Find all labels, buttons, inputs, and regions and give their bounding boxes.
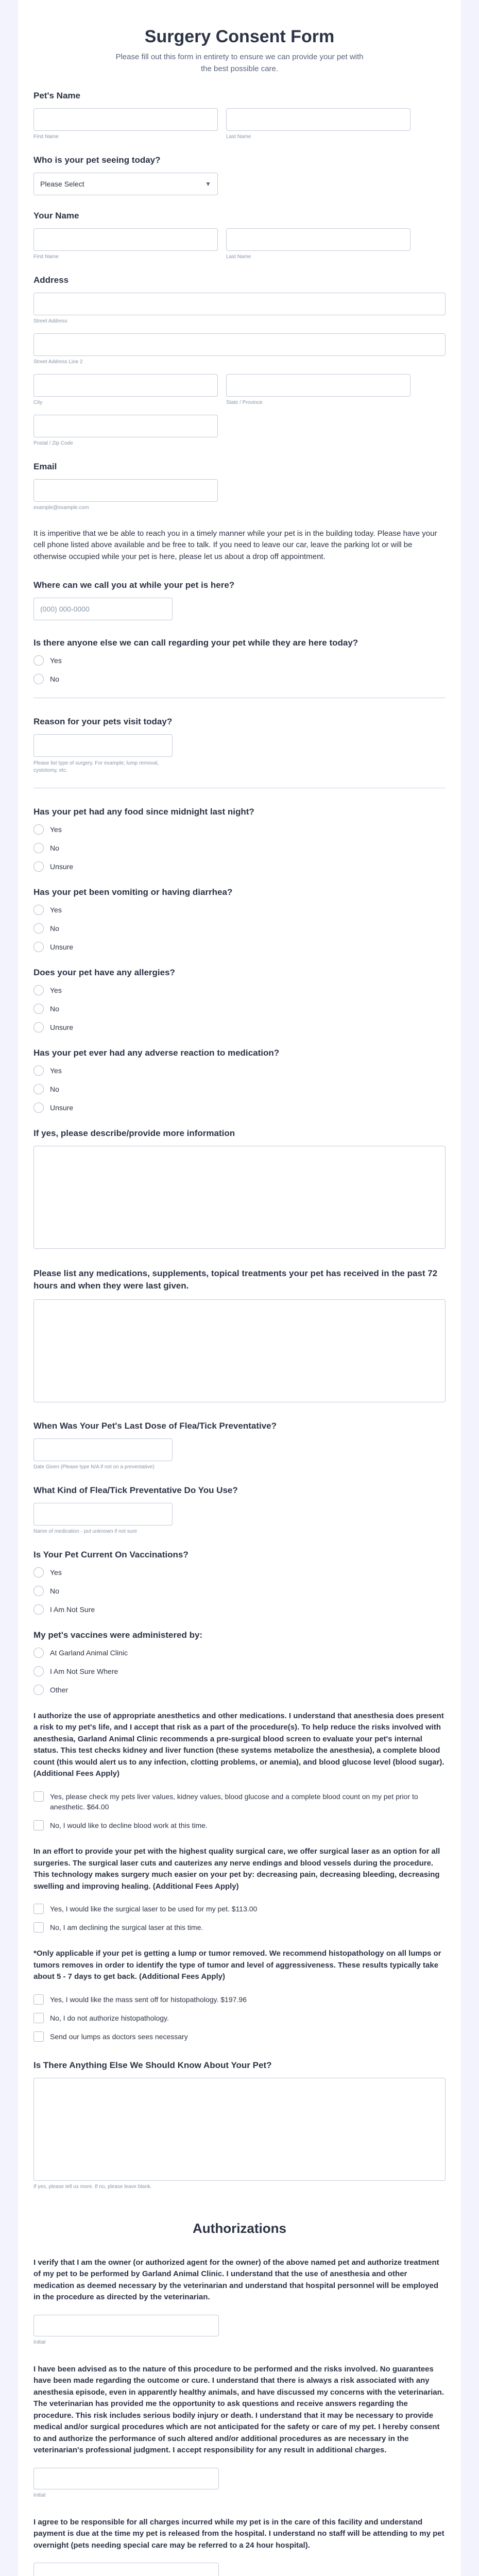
owner-first-name-input[interactable] (33, 228, 218, 251)
alt-contact-label: Is there anyone else we can call regarding your pet while they are here today? (33, 638, 358, 648)
histo-option-yes[interactable] (33, 1994, 446, 2005)
anesthetics-option-yes[interactable] (33, 1791, 446, 1812)
option-label: No, I am declining the surgical laser at this time. (50, 1923, 203, 1932)
email-field (33, 462, 446, 511)
reason-input[interactable] (33, 734, 173, 757)
radio-icon (33, 1648, 44, 1658)
checkbox-icon (33, 2013, 44, 2023)
radio-icon (33, 824, 44, 835)
pet-first-name-sublabel: First Name (33, 133, 59, 140)
radio-icon (33, 1084, 44, 1094)
vomit-option-unsure[interactable] (33, 942, 446, 952)
option-label: Unsure (50, 1104, 74, 1112)
option-label: Yes (50, 656, 62, 665)
else-field (33, 2060, 446, 2190)
vaccine-by-option-clinic[interactable] (33, 1648, 446, 1658)
checkbox-icon (33, 1904, 44, 1914)
alt-contact-field (33, 638, 446, 684)
histo-text: *Only applicable if your pet is getting a lump or tumor removed. We recommend histopathology on all lumps or tumors removes in order to identify the type of tumor and level of aggressiveness. These results typically take about 5 - 7 days to get back. (Additional Fees Apply) (33, 1949, 441, 1981)
else-textarea[interactable] (33, 2078, 446, 2181)
describe-label: If yes, please describe/provide more information (33, 1128, 235, 1138)
city-input[interactable] (33, 374, 218, 397)
vaccine-by-option-other[interactable] (33, 1685, 446, 1695)
street-address-2-sublabel: Street Address Line 2 (33, 359, 83, 365)
contact-note: It is imperitive that we be able to reach you in a timely manner while your pet is in the building today. Please have your cell phone listed above available and be free to talk. If you need to leave our car, leave the parking lot or will be otherwise occupied while your pet is here, please let us about a drop off appointment. (33, 529, 437, 561)
email-sublabel: example@example.com (33, 504, 89, 511)
option-label: Unsure (50, 1023, 74, 1031)
medications-textarea[interactable] (33, 1299, 446, 1402)
form-title: Surgery Consent Form (144, 27, 335, 46)
reaction-field (33, 1048, 446, 1113)
option-label: No (50, 1586, 59, 1595)
form-content (18, 91, 461, 2576)
authorizations-title: Authorizations (193, 2220, 286, 2236)
flea-kind-sublabel: Name of medication - put unknown if not sure (33, 1528, 138, 1534)
radio-icon (33, 1103, 44, 1113)
vaccines-option-yes[interactable] (33, 1567, 446, 1578)
owner-name-field (33, 211, 446, 260)
phone-field (33, 580, 446, 620)
vomit-option-yes[interactable] (33, 905, 446, 915)
option-label: Yes (50, 906, 62, 914)
form-subtitle: Please fill out this form in entirety to ensure we can provide your pet with the best possible care. (115, 53, 364, 74)
reaction-option-yes[interactable] (33, 1065, 446, 1076)
email-input[interactable] (33, 479, 218, 502)
reaction-label: Has your pet ever had any adverse reaction to medication? (33, 1048, 280, 1058)
checkbox-icon (33, 1791, 44, 1802)
option-label: No (50, 924, 59, 933)
flea-kind-input[interactable] (33, 1503, 173, 1526)
else-label: Is There Anything Else We Should Know About Your Pet? (33, 2060, 272, 2070)
owner-first-name-sublabel: First Name (33, 253, 59, 260)
reason-sublabel: Please list type of surgery. For example; lump removal, cystotomy, etc. (33, 760, 159, 773)
vaccines-option-no[interactable] (33, 1586, 446, 1596)
food-option-unsure[interactable] (33, 861, 446, 872)
radio-icon (33, 1685, 44, 1695)
pet-last-name-input[interactable] (226, 108, 410, 131)
option-label: No (50, 844, 59, 852)
doctor-select[interactable] (33, 173, 218, 195)
laser-option-yes[interactable] (33, 1904, 446, 1914)
allergies-option-yes[interactable] (33, 985, 446, 995)
reaction-option-unsure[interactable] (33, 1103, 446, 1113)
chevron-down-icon: ▼ (205, 180, 211, 188)
phone-label: Where can we call you at while your pet is here? (33, 580, 235, 590)
vaccines-option-not-sure[interactable] (33, 1604, 446, 1615)
option-label: I Am Not Sure Where (50, 1667, 118, 1675)
anesthetics-option-no[interactable] (33, 1820, 446, 1831)
doctor-select-value: Please Select (40, 179, 84, 188)
auth-owner-text: I verify that I am the owner (or authorized agent for the owner) of the above named pet and authorize treatment of my pet to be performed by Garland Animal Clinic. I understand that the use of anesthesia and other medication as deemed necessary by the veterinarian and understand that hospital personnel will be employed in the procedure as directed by the veterinarian. (33, 2258, 439, 2302)
medications-field (33, 1267, 446, 1402)
vaccine-by-field (33, 1630, 446, 1695)
radio-icon (33, 905, 44, 915)
radio-icon (33, 1567, 44, 1578)
radio-icon (33, 843, 44, 853)
food-option-no[interactable] (33, 843, 446, 853)
allergies-option-no[interactable] (33, 1004, 446, 1014)
radio-icon (33, 1065, 44, 1076)
option-label: Yes (50, 1568, 62, 1577)
phone-placeholder: (000) 000-0000 (40, 605, 90, 613)
checkbox-icon (33, 1922, 44, 1933)
form-card (18, 0, 461, 2576)
auth-charges-field (33, 2517, 446, 2576)
radio-icon (33, 923, 44, 934)
street-address-sublabel: Street Address (33, 318, 67, 324)
owner-name-label: Your Name (33, 210, 79, 221)
medications-label: Please list any medications, supplements, topical treatments your pet has received in the past 72 hours and when they were last given. (33, 1268, 438, 1291)
owner-last-name-sublabel: Last Name (226, 253, 251, 260)
flea-dose-label: When Was Your Pet's Last Dose of Flea/Tick Preventative? (33, 1420, 277, 1431)
reason-field (33, 717, 446, 774)
food-label: Has your pet had any food since midnight last night? (33, 807, 254, 817)
vomit-label: Has your pet been vomiting or having diarrhea? (33, 887, 233, 897)
initials-sublabel: Initial (33, 2339, 46, 2345)
auth-owner-field (33, 2257, 446, 2345)
anesthetics-field (33, 1710, 446, 1831)
histo-option-doctor[interactable] (33, 2031, 446, 2042)
flea-dose-input[interactable] (33, 1438, 173, 1461)
doctor-field (33, 155, 446, 195)
option-label: I Am Not Sure (50, 1605, 95, 1614)
auth-charges-initials-input[interactable] (33, 2563, 219, 2576)
option-label: Yes (50, 825, 62, 834)
allergies-label: Does your pet have any allergies? (33, 968, 175, 977)
street-address-2-input[interactable] (33, 333, 446, 356)
vaccines-label: Is Your Pet Current On Vaccinations? (33, 1549, 189, 1560)
vomit-option-no[interactable] (33, 923, 446, 934)
option-label: Unsure (50, 862, 74, 871)
option-label: Yes, I would like the surgical laser to be used for my pet. $113.00 (50, 1905, 258, 1913)
radio-icon (33, 655, 44, 666)
radio-icon (33, 1604, 44, 1615)
laser-option-no[interactable] (33, 1922, 446, 1933)
option-label: No (50, 1085, 59, 1093)
street-address-input[interactable] (33, 293, 446, 315)
flea-kind-label: What Kind of Flea/Tick Preventative Do You Use? (33, 1485, 238, 1495)
allergies-option-unsure[interactable] (33, 1022, 446, 1032)
option-label: Yes (50, 986, 62, 994)
checkbox-icon (33, 2031, 44, 2042)
form-header (18, 0, 461, 91)
radio-icon (33, 1022, 44, 1032)
alt-contact-option-yes[interactable] (33, 655, 446, 666)
auth-owner-initials-input[interactable] (33, 2315, 219, 2336)
alt-contact-option-no[interactable] (33, 674, 446, 684)
state-input[interactable] (226, 374, 410, 397)
histo-option-no[interactable] (33, 2013, 446, 2023)
option-label: No, I would like to decline blood work at this time. (50, 1821, 208, 1830)
vomit-field (33, 887, 446, 952)
radio-icon (33, 1586, 44, 1596)
checkbox-icon (33, 1994, 44, 2005)
radio-icon (33, 942, 44, 952)
radio-icon (33, 1004, 44, 1014)
radio-icon (33, 861, 44, 872)
food-option-yes[interactable] (33, 824, 446, 835)
reason-label: Reason for your pets visit today? (33, 717, 173, 726)
else-sublabel: If yes, please tell us more. If no, please leave blank. (33, 2183, 152, 2190)
radio-icon (33, 1666, 44, 1676)
option-label: No (50, 675, 59, 683)
option-label: Unsure (50, 943, 74, 951)
city-sublabel: City (33, 399, 43, 405)
postal-code-sublabel: Postal / Zip Code (33, 440, 73, 446)
radio-icon (33, 985, 44, 995)
laser-text: In an effort to provide your pet with the highest quality surgical care, we offer surgical laser as an option for all surgeries. The surgical laser cuts and cauterizes any nerve endings and blood vessels during the procedure. This technology makes surgery much easier on your pet by: decreasing pain, decreasing bleeding, decreasing swelling and improving healing. (Additional Fees Apply) (33, 1847, 440, 1891)
vaccine-by-option-unsure[interactable] (33, 1666, 446, 1676)
postal-code-input[interactable] (33, 415, 218, 437)
flea-dose-field (33, 1421, 446, 1470)
auth-risks-text: I have been advised as to the nature of this procedure to be performed and the risks involved. No guarantees have been made regarding the outcome or cure. I understand that there is always a risk associated with any anesthesia episode, even in apparently healthy animals, and have discussed my concerns with the veterinarian. The veterinarian has provided me the opportunity to ask questions and receive answers regarding the procedure. This risk includes serious bodily injury or death. I understand that it may be necessary to provide medical and/or surgical procedures which are not anticipated for the safety or care of my pet. I hereby consent to and authorize the performance of such altered and/or additional procedures as are necessary in the veterinarian's professional judgment. I accept responsibility for any result in additional charges. (33, 2364, 444, 2455)
vaccines-field (33, 1550, 446, 1615)
auth-risks-initials-input[interactable] (33, 2468, 219, 2489)
reaction-option-no[interactable] (33, 1084, 446, 1094)
option-label: Other (50, 1685, 69, 1694)
option-label: Send our lumps as doctors sees necessary (50, 2032, 188, 2041)
option-label: No (50, 1005, 59, 1013)
auth-charges-text: I agree to be responsible for all charges incurred while my pet is in the care of this facility and understand payment is due at the time my pet is released from the hospital. I understand no staff will be attending to my pet overnight (pets needing special care may be referred to a 24 hour hospital). (33, 2517, 444, 2550)
option-label: No, I do not authorize histopathology. (50, 2013, 169, 2022)
vaccine-by-label: My pet's vaccines were administered by: (33, 1630, 203, 1640)
pet-name-label: Pet's Name (33, 90, 80, 100)
pet-name-field (33, 91, 446, 140)
address-field (33, 275, 446, 446)
doctor-label: Who is your pet seeing today? (33, 155, 161, 165)
laser-field (33, 1846, 446, 1933)
email-label: Email (33, 461, 57, 471)
option-label: Yes, please check my pets liver values, kidney values, blood glucose and a complete blood count on my pet prior to anesthetic. $64.00 (50, 1792, 418, 1811)
owner-last-name-input[interactable] (226, 228, 410, 251)
initials-sublabel: Initial (33, 2492, 46, 2498)
pet-first-name-input[interactable] (33, 108, 218, 131)
option-label: At Garland Animal Clinic (50, 1648, 128, 1657)
auth-risks-field (33, 2364, 446, 2498)
pet-last-name-sublabel: Last Name (226, 133, 251, 140)
allergies-field (33, 968, 446, 1032)
phone-input[interactable] (33, 598, 173, 620)
state-sublabel: State / Province (226, 399, 263, 405)
describe-textarea[interactable] (33, 1146, 446, 1249)
option-label: Yes (50, 1066, 62, 1075)
flea-dose-sublabel: Date Given (Please type N/A if not on a preventative) (33, 1464, 155, 1470)
checkbox-icon (33, 1820, 44, 1831)
flea-kind-field (33, 1485, 446, 1534)
radio-icon (33, 674, 44, 684)
describe-field (33, 1128, 446, 1249)
option-label: Yes, I would like the mass sent off for histopathology. $197.96 (50, 1995, 247, 2004)
food-field (33, 807, 446, 872)
histo-field (33, 1948, 446, 2042)
anesthetics-text: I authorize the use of appropriate anesthetics and other medications. I understand that anesthesia does present a risk to my pet's life, and I accept that risk as a part of the procedure(s). To help reduce the risks involved with anesthesia, Garland Animal Clinic recommends a pre-surgical blood screen to evaluate your pet's internal status. This test checks kidney and liver function (these systems metabolize the anesthesia), a complete blood count (this would alert us to any infection, clotting problems, or anemia), and blood glucose level (blood sugar). (Additional Fees Apply) (33, 1711, 444, 1778)
address-label: Address (33, 275, 69, 285)
